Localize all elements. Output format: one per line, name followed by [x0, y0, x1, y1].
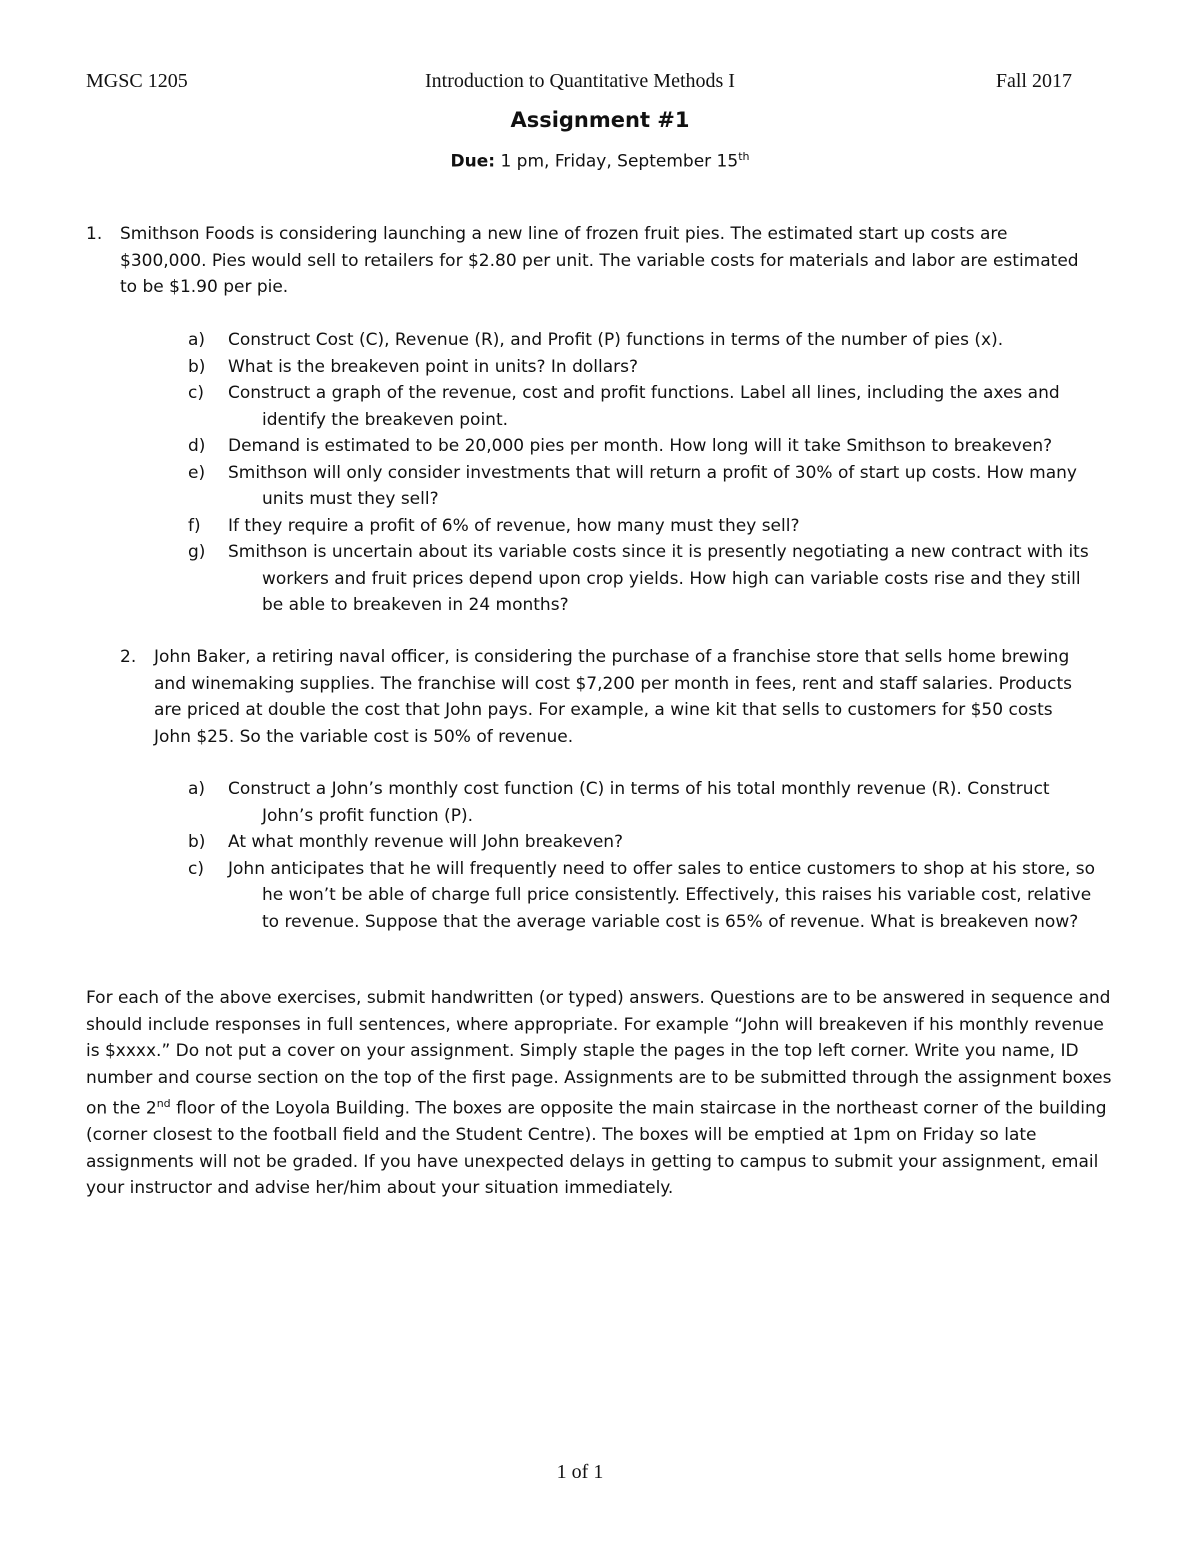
question-line: are priced at double the cost that John pays. For example, a wine kit that sells to customers for $50 costs: [154, 700, 1053, 720]
instructions-text: For each of the above exercises, submit handwritten (or typed) answers. Questions are to be answered in sequence and should include responses in full sentences, where appropriate. For example “John will breakeven if his monthly revenue is $xxxx.” Do not put a cover on your assignment. Simply staple the pages in the top left corner. Write you name, ID number and course section on the top of the first page. Assignments are to be submitted through the assignment boxes on the 2: [86, 988, 1112, 1119]
assignment-title: Assignment #1: [510, 108, 690, 132]
question-text: [154, 644, 1124, 750]
question-line: and winemaking supplies. The franchise will cost $7,200 per month in fees, rent and staff salaries. Products: [154, 673, 1073, 694]
part-text: Construct a graph of the revenue, cost and profit functions. Label all lines, including the axes and identify the breakeven point.: [228, 383, 1060, 430]
part-label: c): [188, 383, 204, 403]
part-label: a): [188, 330, 206, 350]
instructions-sup: nd: [156, 1097, 171, 1110]
part-label: c): [188, 858, 204, 879]
part-text: At what monthly revenue will John breakeven?: [228, 832, 624, 852]
part-text: What is the breakeven point in units? In dollars?: [228, 356, 639, 377]
part-text: Smithson will only consider investments that will return a profit of 30% of start up costs. How many units must they sell?: [228, 462, 1077, 509]
instructions-text-cont: floor of the Loyola Building. The boxes are opposite the main staircase in the northeast corner of the building (corner closest to the football field and the Student Centre). The boxes will be emptied at 1pm on Friday so late assignments will not be graded. If you have unexpected delays in getting to campus to submit your assignment, email your instructor and advise her/him about your situation immediately.: [86, 1098, 1107, 1199]
question-text: [120, 221, 1130, 301]
question-number: 1.: [86, 224, 103, 244]
part-label: d): [188, 436, 206, 456]
due-text: 1 pm, Friday, September 15: [495, 151, 739, 172]
part-text: Demand is estimated to be 20,000 pies per month. How long will it take Smithson to breakeven?: [228, 436, 1053, 456]
due-date: [0, 150, 1200, 172]
submission-instructions: [86, 985, 1116, 1202]
part-label: f): [188, 515, 201, 536]
question-line: $300,000. Pies would sell to retailers for $2.80 per unit. The variable costs for materials and labor are estimated: [120, 250, 1079, 271]
course-title: Introduction to Quantitative Methods I: [425, 70, 735, 92]
page-number: 1 of 1: [556, 1461, 604, 1483]
part-text: Construct a John’s monthly cost function (C) in terms of his total monthly revenue (R). Construct John’s profit function (P).: [228, 779, 1050, 826]
part-label: b): [188, 832, 206, 852]
question-line: John $25. So the variable cost is 50% of revenue.: [154, 726, 574, 747]
due-suffix: th: [738, 150, 750, 163]
part-label: g): [188, 542, 206, 562]
question-line: John Baker, a retiring naval officer, is considering the purchase of a franchise store that sells home brewing: [154, 647, 1070, 667]
course-code: MGSC 1205: [86, 70, 188, 92]
part-text: If they require a profit of 6% of revenue, how many must they sell?: [228, 515, 800, 536]
question-line: Smithson Foods is considering launching a new line of frozen fruit pies. The estimated start up costs are: [120, 224, 1008, 244]
part-label: a): [188, 779, 206, 799]
part-text: Smithson is uncertain about its variable costs since it is presently negotiating a new contract with its workers and fruit prices depend upon crop yields. How high can variable costs rise and they still be able to breakeven in 24 months?: [228, 542, 1089, 615]
part-label: e): [188, 462, 206, 483]
part-text: Construct Cost (C), Revenue (R), and Profit (P) functions in terms of the number of pies (x).: [228, 330, 1004, 350]
due-label: Due:: [450, 151, 496, 172]
term: Fall 2017: [995, 70, 1072, 92]
question-line: to be $1.90 per pie.: [120, 277, 289, 297]
part-text: John anticipates that he will frequently need to offer sales to entice customers to shop at his store, so he won’t be able of charge full price consistently. Effectively, this raises his variable cost, relative to revenue. Suppose that the average variable cost is 65% of revenue. What is breakeven now?: [228, 858, 1096, 932]
part-label: b): [188, 356, 206, 377]
question-number: 2.: [120, 647, 137, 667]
